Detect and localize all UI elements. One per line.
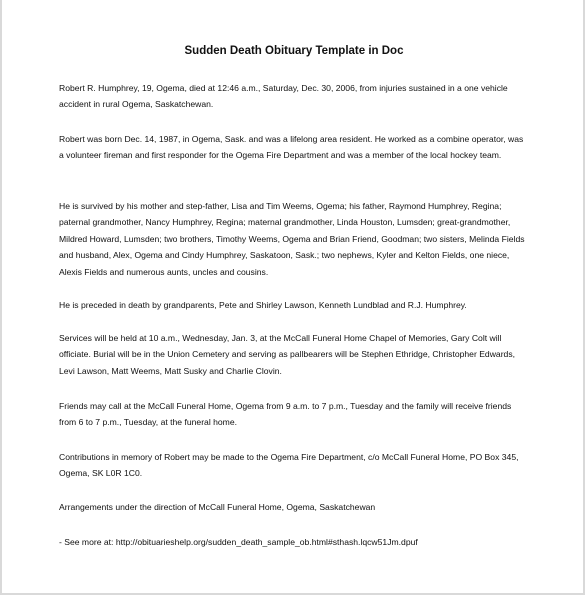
visitation-paragraph: Friends may call at the McCall Funeral Home, Ogema from 9 a.m. to 7 p.m., Tuesday and the family will receive friends from 6 to 7 p.m., Tuesday, at the funeral home. xyxy=(59,401,512,428)
source-link-paragraph: - See more at: http://obituarieshelp.org/sudden_death_sample_ob.html#sthash.lqcw51Jm.dpuf xyxy=(59,537,418,547)
survivors-paragraph: He is survived by his mother and step-father, Lisa and Tim Weems, Ogema; his father, Raymond Humphrey, Regina; paternal grandmother, Nancy Humphrey, Regina; maternal grandmother, Linda Houston, Lumsden; great-grandmother, Mildred Howard, Lumsden; two brothers, Timothy Weems, Ogema and Brian Friend, Goodman; two sisters, Melinda Fields and husband, Alex, Ogema and Cindy Humphrey, Saskatoon, Sask.; two nephews, Kyler and Kelton Fields, one niece, Alexis Fields and numerous aunts, uncles and cousins. xyxy=(59,201,525,277)
biography-paragraph: Robert was born Dec. 14, 1987, in Ogema, Sask. and was a lifelong area resident. He worked as a combine operator, was a volunteer fireman and first responder for the Ogema Fire Department and was a member of the local hockey team. xyxy=(59,134,524,161)
contributions-paragraph: Contributions in memory of Robert may be made to the Ogema Fire Department, c/o McCall Funeral Home, PO Box 345, Ogema, SK L0R 1C0. xyxy=(59,452,519,479)
death-notice-paragraph: Robert R. Humphrey, 19, Ogema, died at 12:46 a.m., Saturday, Dec. 30, 2006, from injuries sustained in a one vehicle accident in rural Ogema, Saskatchewan. xyxy=(59,83,508,110)
arrangements-paragraph: Arrangements under the direction of McCall Funeral Home, Ogema, Saskatchewan xyxy=(59,502,376,512)
services-paragraph: Services will be held at 10 a.m., Wednesday, Jan. 3, at the McCall Funeral Home Chapel of Memories, Gary Colt will officiate. Burial will be in the Union Cemetery and serving as pallbearers will be Stephen Ethridge, Christopher Edwards, Levi Lawson, Matt Weems, Matt Susky and Charlie Clovin. xyxy=(59,333,516,376)
document-title: Sudden Death Obituary Template in Doc xyxy=(184,45,404,57)
preceded-in-death-paragraph: He is preceded in death by grandparents, Pete and Shirley Lawson, Kenneth Lundblad and R.J. Humphrey. xyxy=(59,300,467,310)
